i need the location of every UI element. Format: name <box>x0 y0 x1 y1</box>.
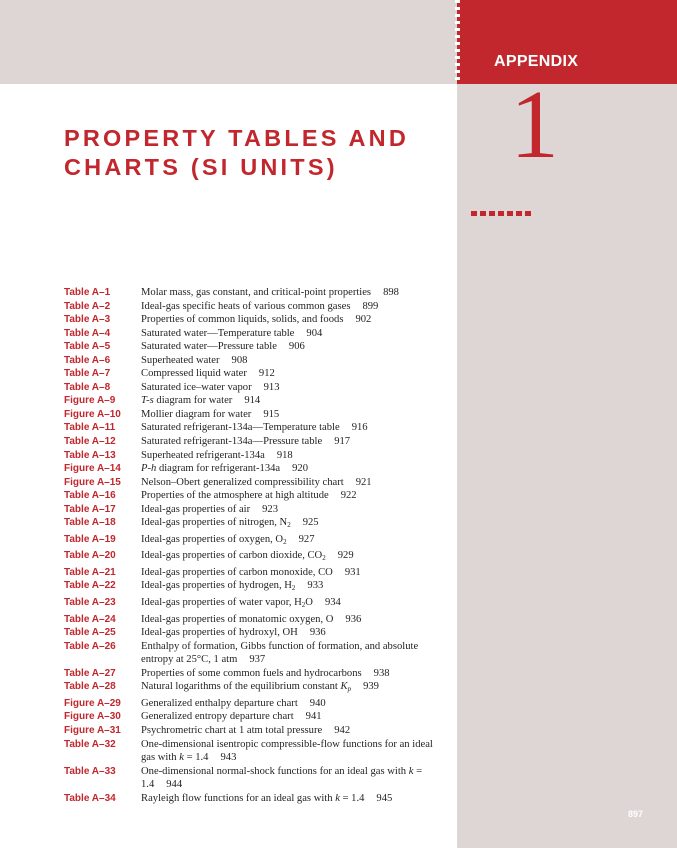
toc-entry-label: Table A–4 <box>64 327 111 339</box>
toc-entry-label: Table A–34 <box>64 792 116 804</box>
toc-entry-description <box>141 697 449 711</box>
toc-subscript: 2 <box>301 601 306 610</box>
toc-entry-description <box>141 640 449 667</box>
toc-text: Properties of the atmosphere at high altitude <box>141 490 329 502</box>
toc-entry-description <box>141 340 449 354</box>
toc-entry-description <box>141 286 449 300</box>
toc-page-number: 920 <box>292 463 309 475</box>
toc-entry-label: Table A–19 <box>64 533 116 545</box>
toc-page-number: 933 <box>307 580 324 592</box>
toc-text: Saturated ice–water vapor <box>141 381 252 393</box>
toc-entry-label: Figure A–29 <box>64 697 121 709</box>
toc-page-number: 902 <box>355 314 372 326</box>
toc-entry-label: Table A–33 <box>64 765 116 777</box>
toc-page-number: 916 <box>351 422 368 434</box>
toc-text: Ideal-gas properties of air <box>141 503 251 515</box>
appendix-label: APPENDIX <box>494 53 579 70</box>
toc-entry-label: Figure A–31 <box>64 724 121 736</box>
toc-entry <box>64 549 449 566</box>
toc-text: Ideal-gas properties of hydroxyl, OH <box>141 627 298 639</box>
toc-entry <box>64 579 449 596</box>
toc-entry-label: Table A–13 <box>64 449 116 461</box>
top-band <box>0 0 457 84</box>
toc-page-number: 936 <box>309 627 326 639</box>
toc-entry <box>64 697 449 711</box>
toc-entry-description <box>141 462 449 476</box>
toc-entry-label: Figure A–15 <box>64 476 121 488</box>
toc-entry-label: Figure A–9 <box>64 395 116 407</box>
toc-page-number: 918 <box>276 449 293 461</box>
table-of-contents <box>64 286 449 805</box>
toc-entry <box>64 462 449 476</box>
title-line-1: PROPERTY TABLES AND <box>64 125 410 151</box>
toc-entry-label: Table A–25 <box>64 627 116 639</box>
toc-entry-label: Table A–24 <box>64 613 116 625</box>
toc-text-after: O <box>305 597 313 609</box>
toc-entry-description <box>141 792 449 806</box>
toc-page-number: 904 <box>306 327 323 339</box>
toc-entry-label: Table A–27 <box>64 667 116 679</box>
toc-entry-description <box>141 667 449 681</box>
toc-entry-label: Table A–7 <box>64 368 111 380</box>
toc-entry-description <box>141 710 449 724</box>
appendix-number: 1 <box>510 71 559 179</box>
toc-text: Saturated water—Pressure table <box>141 341 277 353</box>
toc-entry-label: Table A–28 <box>64 681 116 693</box>
toc-text: Ideal-gas properties of water vapor, H <box>141 597 302 609</box>
toc-text: Saturated water—Temperature table <box>141 327 295 339</box>
toc-entry <box>64 596 449 613</box>
toc-page-number: 936 <box>345 613 362 625</box>
toc-text: Compressed liquid water <box>141 368 247 380</box>
toc-subscript: p <box>347 685 352 694</box>
toc-entry-description <box>141 313 449 327</box>
toc-text: Ideal-gas properties of carbon monoxide, CO <box>141 566 333 578</box>
toc-entry-description <box>141 680 449 697</box>
toc-text: Superheated refrigerant-134a <box>141 449 265 461</box>
toc-entry-label: Figure A–10 <box>64 408 121 420</box>
toc-page-number: 925 <box>302 517 319 529</box>
toc-page-number: 934 <box>324 597 341 609</box>
toc-entry <box>64 408 449 422</box>
toc-entry-description <box>141 596 449 613</box>
toc-entry-description <box>141 367 449 381</box>
toc-entry-label: Table A–23 <box>64 597 116 609</box>
toc-text: Ideal-gas properties of monatomic oxygen, O <box>141 613 334 625</box>
toc-entry <box>64 286 449 300</box>
toc-entry-description <box>141 354 449 368</box>
toc-entry <box>64 765 449 792</box>
toc-italic-symbol: k <box>335 792 340 804</box>
toc-text: Enthalpy of formation, Gibbs function of formation, and absolute entropy at 25°C, 1 atm <box>141 640 419 666</box>
toc-page-number: 939 <box>363 681 379 693</box>
toc-entry <box>64 667 449 681</box>
toc-text: Superheated water <box>141 354 220 366</box>
toc-text: Properties of common liquids, solids, and foods <box>141 314 344 326</box>
toc-text-after: = 1.4 <box>183 752 209 764</box>
toc-entry-description <box>141 449 449 463</box>
toc-entry-description <box>141 394 449 408</box>
toc-entry <box>64 566 449 580</box>
perforation-edge <box>455 0 460 84</box>
toc-entry-description <box>141 381 449 395</box>
toc-entry <box>64 354 449 368</box>
toc-text-after: = 1.4 <box>141 765 423 791</box>
toc-italic-symbol: k <box>408 765 414 777</box>
toc-entry-label: Table A–1 <box>64 287 111 298</box>
toc-entry <box>64 613 449 627</box>
toc-page-number: 944 <box>166 779 183 791</box>
toc-text: Ideal-gas properties of hydrogen, H <box>141 580 292 592</box>
toc-entry <box>64 738 449 765</box>
toc-text: Mollier diagram for water <box>141 408 252 420</box>
toc-text: Properties of some common fuels and hydrocarbons <box>141 667 362 679</box>
toc-text: Generalized entropy departure chart <box>141 711 294 723</box>
toc-entry-label: Table A–21 <box>64 566 116 578</box>
toc-entry-description <box>141 327 449 341</box>
toc-entry <box>64 381 449 395</box>
toc-entry-label: Table A–2 <box>64 300 111 312</box>
toc-subscript: 2 <box>287 521 291 530</box>
toc-entry-label: Table A–12 <box>64 436 116 448</box>
toc-page-number: 941 <box>305 711 322 723</box>
toc-entry <box>64 394 449 408</box>
toc-text: Ideal-gas properties of nitrogen, N <box>141 517 288 529</box>
toc-entry-description <box>141 476 449 490</box>
toc-text: Saturated refrigerant-134a—Temperature table <box>141 422 340 434</box>
toc-entry-label: Table A–20 <box>64 550 116 562</box>
toc-entry-label: Figure A–14 <box>64 463 121 475</box>
toc-entry <box>64 476 449 490</box>
toc-text: Rayleigh flow functions for an ideal gas with <box>141 792 336 804</box>
toc-entry <box>64 792 449 806</box>
toc-entry-label: Table A–16 <box>64 490 116 502</box>
toc-entry-label: Table A–26 <box>64 640 116 652</box>
toc-text: One-dimensional normal-shock functions for an ideal gas with <box>141 765 409 777</box>
toc-entry <box>64 340 449 354</box>
toc-page-number: 908 <box>231 354 248 366</box>
toc-page-number: 914 <box>244 395 261 407</box>
toc-entry <box>64 300 449 314</box>
toc-entry-label: Table A–17 <box>64 503 116 515</box>
toc-entry-description <box>141 503 449 517</box>
toc-entry-description <box>141 626 449 640</box>
toc-entry <box>64 367 449 381</box>
toc-subscript: 2 <box>283 537 287 546</box>
toc-text: Ideal-gas properties of oxygen, O <box>141 533 284 545</box>
toc-entry-label: Table A–6 <box>64 354 111 366</box>
toc-entry-description <box>141 579 449 596</box>
toc-text-after: = 1.4 <box>339 792 365 804</box>
toc-page-number: 943 <box>220 752 237 764</box>
toc-entry-description <box>141 549 449 566</box>
toc-entry-description <box>141 613 449 627</box>
toc-italic-symbol: T-s <box>141 395 154 407</box>
toc-page-number: 915 <box>263 408 280 420</box>
toc-text: diagram for water <box>153 395 233 407</box>
toc-page-number: 913 <box>263 381 280 393</box>
toc-entry <box>64 724 449 738</box>
decorative-dots <box>471 211 531 216</box>
toc-page-number: 931 <box>344 566 361 578</box>
appendix-red-block <box>457 0 677 84</box>
toc-text: One-dimensional isentropic compressible-flow functions for an ideal gas with <box>141 738 433 764</box>
toc-page-number: 922 <box>340 490 357 502</box>
toc-entry <box>64 421 449 435</box>
page-number: 897 <box>628 809 644 819</box>
toc-page-number: 929 <box>337 550 354 562</box>
toc-entry-description <box>141 533 449 550</box>
toc-text: Natural logarithms of the equilibrium constant <box>141 681 341 693</box>
toc-text: Generalized enthalpy departure chart <box>141 697 298 709</box>
toc-page-number: 923 <box>262 503 279 515</box>
toc-entry-label: Table A–22 <box>64 580 116 592</box>
toc-entry-description <box>141 435 449 449</box>
toc-entry-description <box>141 408 449 422</box>
toc-text: Ideal-gas properties of carbon dioxide, CO <box>141 550 323 562</box>
toc-page-number: 917 <box>334 436 351 448</box>
page-title <box>64 124 409 182</box>
toc-subscript: 2 <box>322 554 326 563</box>
toc-italic-symbol: K <box>340 681 348 693</box>
toc-subscript: 2 <box>291 584 296 593</box>
toc-entry-label: Figure A–30 <box>64 711 121 723</box>
toc-entry-label: Table A–32 <box>64 738 116 750</box>
toc-entry-label: Table A–11 <box>64 422 116 434</box>
toc-entry-description <box>141 738 449 765</box>
toc-entry-label: Table A–18 <box>64 517 116 529</box>
toc-italic-symbol: k <box>179 752 184 764</box>
toc-page-number: 898 <box>383 287 399 298</box>
toc-page-number: 906 <box>288 341 305 353</box>
toc-text: Psychrometric chart at 1 atm total pressure <box>141 724 323 736</box>
toc-entry-description <box>141 724 449 738</box>
toc-italic-symbol: P-h <box>141 463 157 475</box>
toc-page-number: 921 <box>355 476 372 488</box>
toc-entry <box>64 503 449 517</box>
toc-page-number: 940 <box>309 697 326 709</box>
toc-entry-label: Table A–3 <box>64 314 111 326</box>
toc-entry <box>64 640 449 667</box>
right-panel <box>457 0 677 848</box>
toc-text: diagram for refrigerant-134a <box>156 463 281 475</box>
toc-page-number: 912 <box>258 368 275 380</box>
toc-entry-description <box>141 489 449 503</box>
toc-entry <box>64 516 449 533</box>
toc-entry <box>64 449 449 463</box>
title-line-2: CHARTS (SI UNITS) <box>64 154 338 180</box>
toc-entry-description <box>141 516 449 533</box>
toc-page-number: 938 <box>373 667 390 679</box>
toc-entry-description <box>141 566 449 580</box>
toc-text: Saturated refrigerant-134a—Pressure table <box>141 436 323 448</box>
toc-entry <box>64 435 449 449</box>
toc-entry <box>64 533 449 550</box>
toc-text: Ideal-gas specific heats of various common gases <box>141 300 351 312</box>
toc-entry <box>64 626 449 640</box>
toc-entry <box>64 489 449 503</box>
toc-entry-description <box>141 300 449 314</box>
toc-entry <box>64 313 449 327</box>
toc-page-number: 927 <box>298 533 315 545</box>
toc-entry-description <box>141 765 449 792</box>
toc-entry <box>64 327 449 341</box>
toc-page-number: 937 <box>249 654 266 666</box>
toc-entry <box>64 680 449 697</box>
toc-page-number: 945 <box>376 792 393 804</box>
toc-entry-description <box>141 421 449 435</box>
toc-text: Molar mass, gas constant, and critical-point properties <box>141 287 372 298</box>
toc-text: Nelson–Obert generalized compressibility chart <box>141 476 344 488</box>
toc-entry-label: Table A–5 <box>64 341 111 353</box>
toc-page-number: 899 <box>362 300 379 312</box>
toc-entry-label: Table A–8 <box>64 381 111 393</box>
toc-entry <box>64 710 449 724</box>
toc-page-number: 942 <box>334 724 351 736</box>
